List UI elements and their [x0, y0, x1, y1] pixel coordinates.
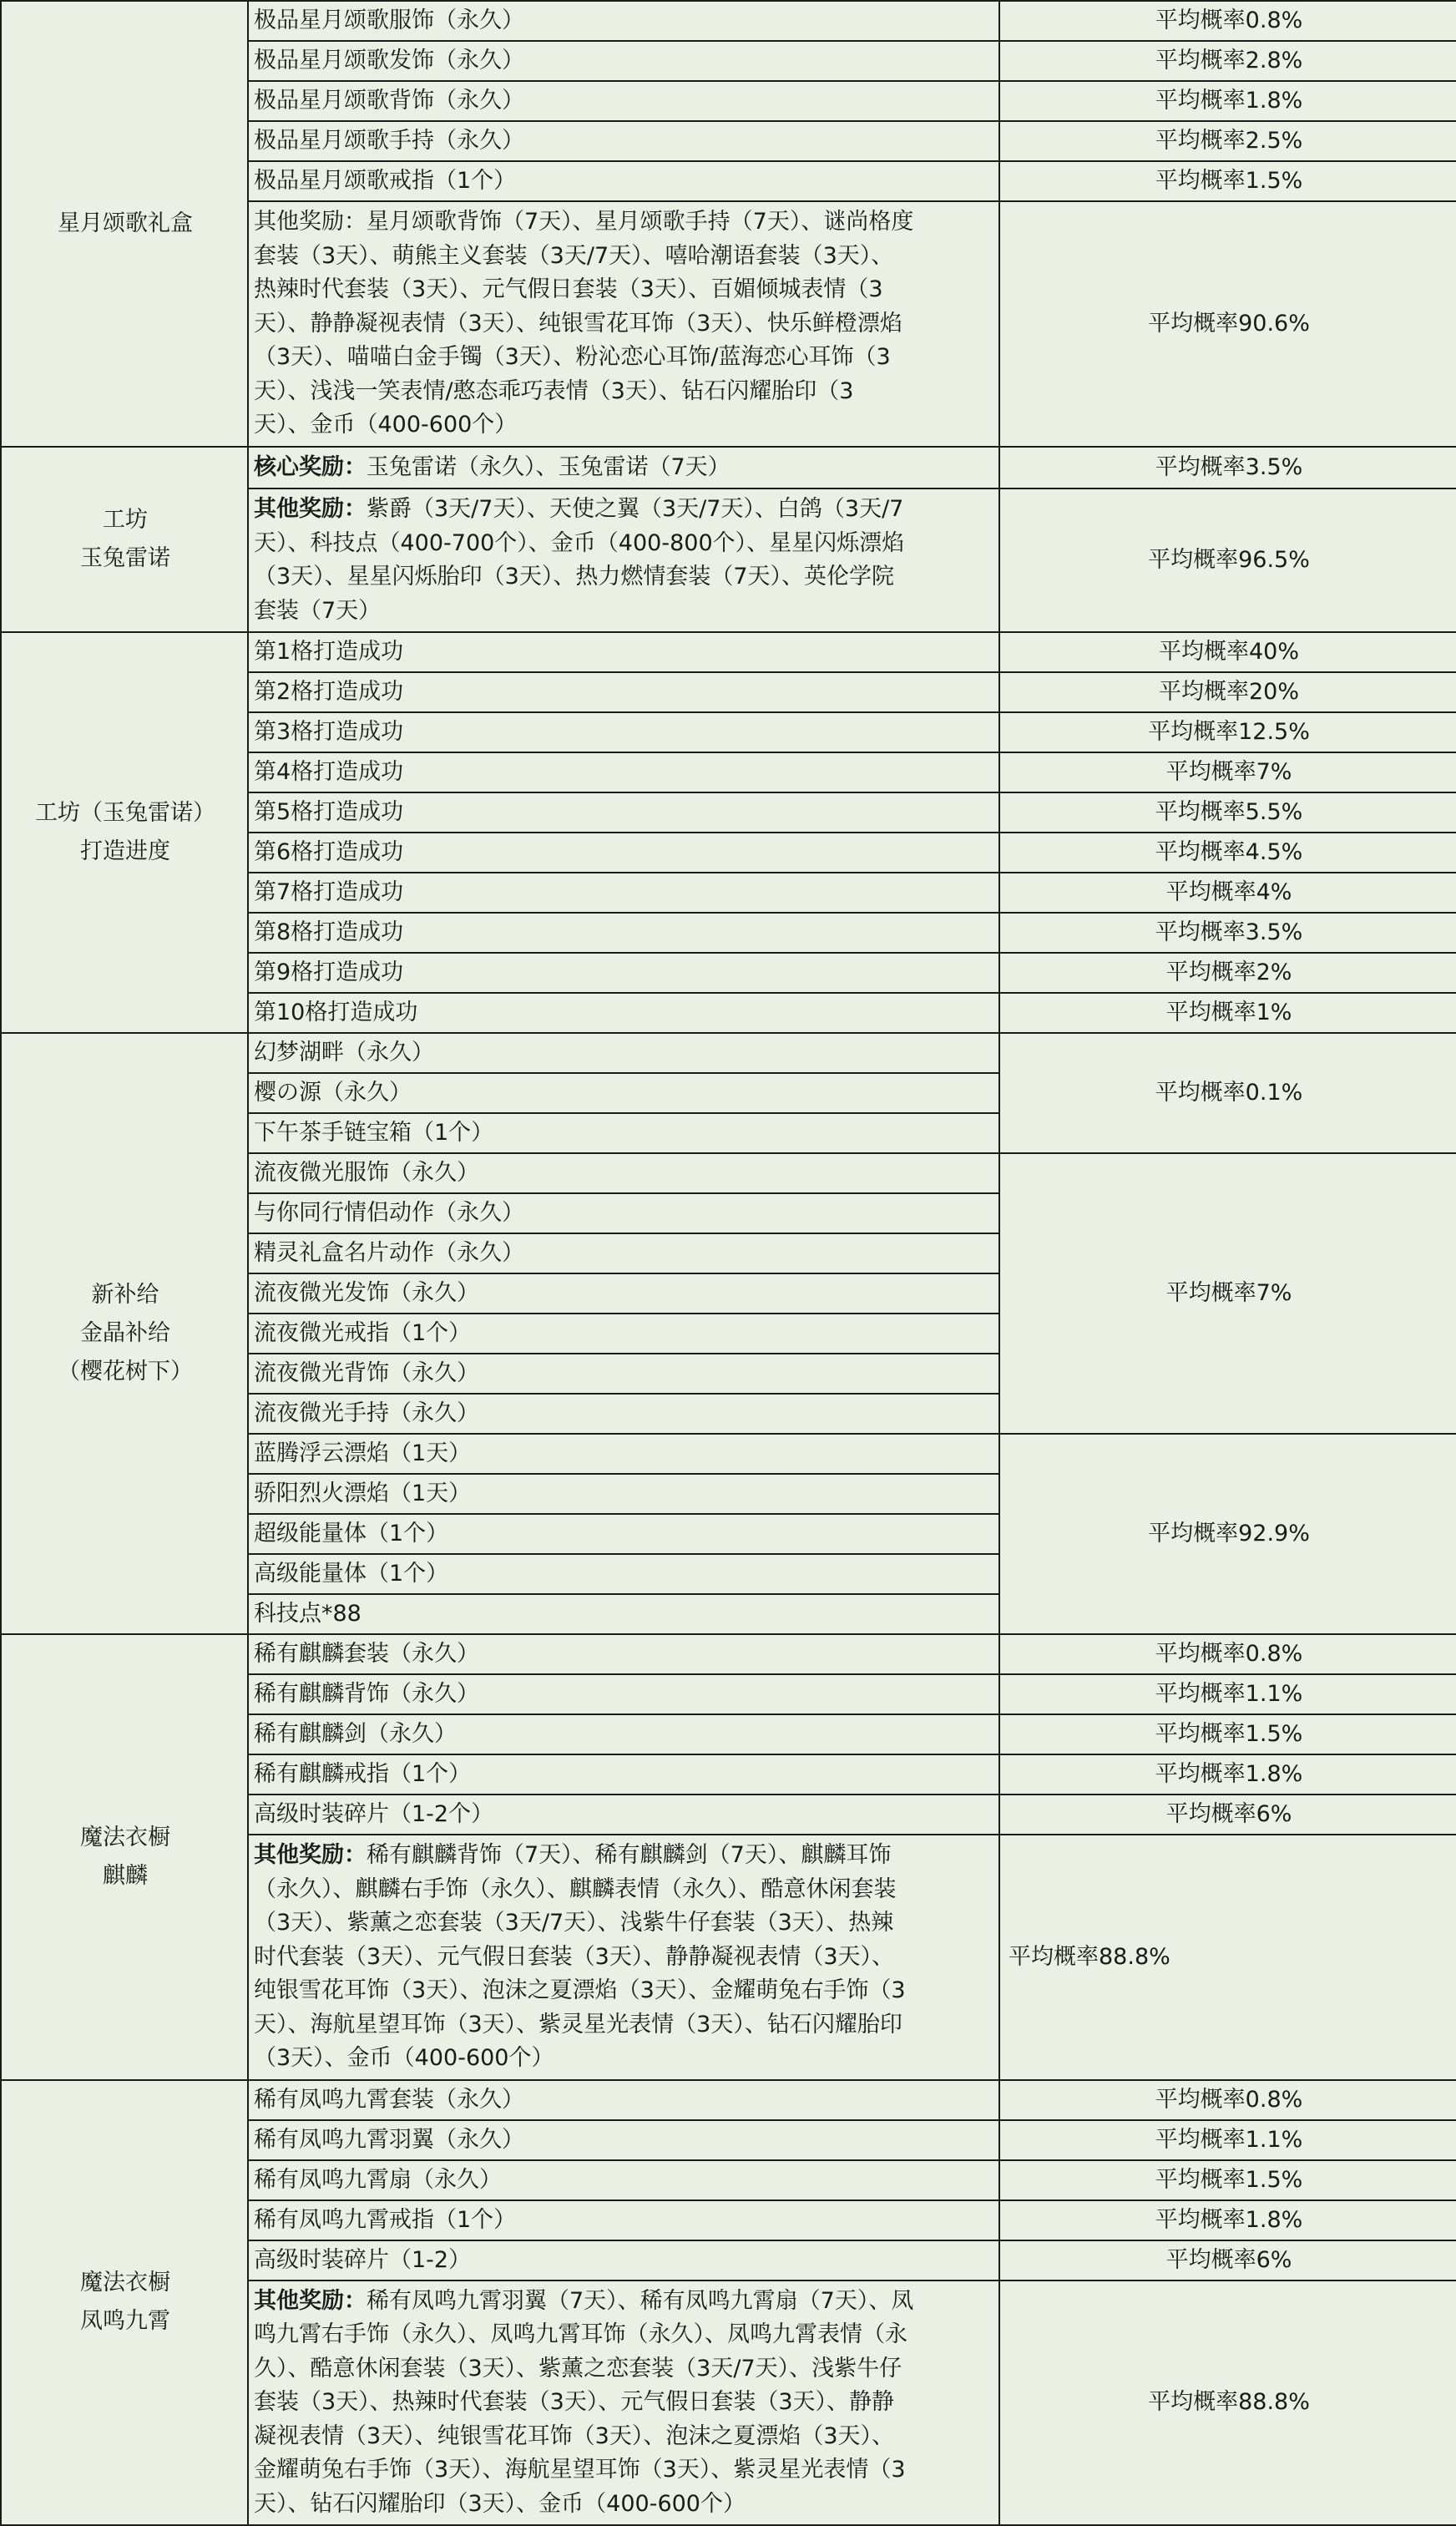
reward-item	[248, 993, 999, 1033]
reward-item-line: 稀有麒麟背饰（7天）、稀有麒麟剑（7天）、麒麟耳饰	[367, 1842, 892, 1868]
reward-item-text: 第3格打造成功	[254, 719, 404, 745]
probability-cell	[999, 873, 1456, 913]
probability-value: 平均概率0.8%	[1155, 2086, 1303, 2113]
reward-item	[248, 1835, 999, 2080]
probability-value: 平均概率1.8%	[1155, 2206, 1303, 2233]
probability-value: 平均概率7%	[1165, 1280, 1292, 1306]
probability-value: 平均概率7%	[1165, 759, 1292, 785]
probability-cell	[999, 2240, 1456, 2280]
reward-item-text: 精灵礼盒名片动作（永久）	[254, 1240, 524, 1266]
reward-item-text: 稀有凤鸣九霄套装（永久）	[254, 2086, 524, 2113]
reward-item	[248, 1594, 999, 1634]
reward-item	[248, 632, 999, 672]
group-label-line: （樱花树下）	[58, 1359, 193, 1384]
probability-value: 平均概率1.8%	[1155, 1761, 1303, 1787]
group-label	[1, 1634, 248, 2080]
reward-item	[248, 1634, 999, 1674]
reward-item-text: 超级能量体（1个）	[254, 1521, 449, 1546]
probability-cell	[999, 447, 1456, 489]
reward-item-text: 与你同行情侣动作（永久）	[254, 1200, 524, 1226]
reward-item-line: （3天）、紫薰之恋套装（3天/7天）、浅紫牛仔套装（3天）、热辣	[254, 1910, 894, 1936]
probability-value: 平均概率3.5%	[1155, 919, 1303, 945]
reward-item-line: 天）、金币（400-600个）	[254, 412, 518, 438]
probability-value: 平均概率2%	[1165, 959, 1292, 985]
reward-item-line: 天）、浅浅一笑表情/憨态乖巧表情（3天）、钻石闪耀胎印（3	[254, 377, 854, 404]
reward-item	[248, 1314, 999, 1354]
reward-item	[248, 81, 999, 121]
probability-value: 平均概率40%	[1158, 639, 1299, 665]
reward-item	[248, 2200, 999, 2240]
reward-item-line: 稀有凤鸣九霄羽翼（7天）、稀有凤鸣九霄扇（7天）、凤	[367, 2287, 914, 2314]
reward-item-text: 下午茶手链宝箱（1个）	[254, 1120, 494, 1146]
reward-category-label: 其他奖励：	[254, 2287, 367, 2314]
reward-item	[248, 1233, 999, 1273]
reward-item-text: 高级时装碎片（1-2个）	[254, 1801, 494, 1827]
reward-item	[248, 1193, 999, 1233]
reward-item-text: 第7格打造成功	[254, 879, 404, 905]
group-label-line: 工坊（玉兔雷诺）	[35, 800, 215, 826]
reward-item-text: 流夜微光背饰（永久）	[254, 1360, 479, 1386]
probability-value: 平均概率1.5%	[1155, 1721, 1303, 1747]
reward-category-label: 其他奖励：	[254, 496, 367, 522]
reward-category-label: 其他奖励：	[254, 1842, 367, 1868]
probability-value: 平均概率1.8%	[1155, 88, 1303, 114]
reward-item	[248, 672, 999, 712]
reward-item	[248, 752, 999, 792]
reward-item	[248, 1, 999, 41]
reward-item-text: 流夜微光手持（永久）	[254, 1400, 479, 1426]
reward-item	[248, 201, 999, 447]
table-row	[1, 2080, 1456, 2120]
reward-item-text: 高级能量体（1个）	[254, 1561, 449, 1587]
reward-item	[248, 1554, 999, 1594]
probability-value: 平均概率3.5%	[1155, 453, 1303, 480]
reward-item-line: （3天）、金币（400-600个）	[254, 2045, 554, 2071]
probability-cell	[999, 2080, 1456, 2120]
reward-item-line: 天）、海航星望耳饰（3天）、紫灵星光表情（3天）、钻石闪耀胎印	[254, 2011, 902, 2038]
probability-cell	[999, 1033, 1456, 1153]
probability-value: 平均概率20%	[1158, 679, 1299, 705]
reward-item-text: 稀有麒麟剑（永久）	[254, 1721, 457, 1747]
reward-item-text: 流夜微光服饰（永久）	[254, 1160, 479, 1186]
probability-value: 平均概率1.5%	[1155, 2166, 1303, 2193]
reward-item-line: （3天）、星星闪烁胎印（3天）、热力燃情套装（7天）、英伦学院	[254, 564, 895, 590]
probability-cell	[999, 2160, 1456, 2200]
reward-item-text: 稀有凤鸣九霄扇（永久）	[254, 2166, 502, 2193]
probability-value: 平均概率4%	[1165, 879, 1292, 905]
table-row	[1, 1, 1456, 41]
probability-cell	[999, 81, 1456, 121]
reward-item	[248, 1514, 999, 1554]
probability-cell	[999, 913, 1456, 953]
group-label-line: 工坊	[103, 506, 148, 533]
reward-category-label: 核心奖励：	[254, 453, 367, 480]
probability-value: 平均概率6%	[1165, 1801, 1292, 1827]
reward-item-text: 极品星月颂歌发饰（永久）	[254, 48, 524, 73]
reward-item-line: 套装（3天）、热辣时代套装（3天）、元气假日套装（3天）、静静	[254, 2389, 895, 2415]
probability-cell	[999, 1153, 1456, 1434]
reward-item	[248, 2120, 999, 2160]
probability-cell	[999, 1754, 1456, 1795]
reward-item-line: 玉兔雷诺（永久）、玉兔雷诺（7天）	[367, 453, 731, 480]
group-label	[1, 2080, 248, 2526]
probability-cell	[999, 833, 1456, 873]
reward-item-text: 第2格打造成功	[254, 679, 404, 705]
reward-item	[248, 1354, 999, 1394]
reward-item	[248, 161, 999, 201]
reward-item	[248, 2240, 999, 2280]
reward-item-text: 稀有麒麟背饰（永久）	[254, 1681, 479, 1707]
table-row	[1, 447, 1456, 489]
probability-value: 平均概率2.5%	[1155, 128, 1303, 154]
reward-item	[248, 1795, 999, 1835]
reward-item	[248, 913, 999, 953]
group-label-line: 凤鸣九霄	[80, 2308, 170, 2335]
reward-item	[248, 712, 999, 752]
probability-cell	[999, 993, 1456, 1033]
reward-item-line: 天）、科技点（400-700个）、金币（400-800个）、星星闪烁漂焰	[254, 529, 905, 556]
probability-cell	[999, 712, 1456, 752]
reward-item-text: 极品星月颂歌服饰（永久）	[254, 8, 524, 33]
reward-item-text: 稀有麒麟套装（永久）	[254, 1641, 479, 1667]
reward-item	[248, 1113, 999, 1153]
probability-cell	[999, 1674, 1456, 1714]
probability-value: 平均概率96.5%	[1148, 547, 1310, 573]
reward-item-text: 科技点*88	[254, 1601, 361, 1627]
reward-item-line: 天）、静静凝视表情（3天）、纯银雪花耳饰（3天）、快乐鲜橙漂焰	[254, 310, 902, 337]
reward-item	[248, 792, 999, 833]
group-label	[1, 632, 248, 1033]
reward-item-text: 蓝腾浮云漂焰（1天）	[254, 1440, 472, 1466]
reward-item	[248, 873, 999, 913]
reward-item	[248, 1394, 999, 1434]
reward-item	[248, 121, 999, 161]
table-row	[1, 1634, 1456, 1674]
reward-item-line: 热辣时代套装（3天）、元气假日套装（3天）、百媚倾城表情（3	[254, 276, 883, 302]
reward-item-text: 流夜微光发饰（永久）	[254, 1280, 479, 1306]
reward-item-text: 第8格打造成功	[254, 919, 404, 945]
reward-item	[248, 1754, 999, 1795]
probability-cell	[999, 488, 1456, 632]
probability-value: 平均概率0.8%	[1155, 1641, 1303, 1667]
reward-item-text: 第6格打造成功	[254, 839, 404, 865]
reward-item-line: 久）、酷意休闲套装（3天）、紫薰之恋套装（3天/7天）、浅紫牛仔	[254, 2355, 902, 2382]
probability-cell	[999, 1714, 1456, 1754]
reward-item-text: 骄阳烈火漂焰（1天）	[254, 1481, 472, 1506]
group-label-line: 金晶补给	[80, 1320, 170, 1346]
reward-item-line: 纯银雪花耳饰（3天）、泡沫之夏漂焰（3天）、金耀萌兔右手饰（3	[254, 1977, 906, 2003]
probability-value: 平均概率5.5%	[1155, 799, 1303, 825]
reward-item	[248, 2280, 999, 2526]
group-label-line: 新补给	[91, 1282, 159, 1308]
group-label-line: 玉兔雷诺	[80, 544, 170, 571]
probability-cell	[999, 1434, 1456, 1634]
probability-cell	[999, 1634, 1456, 1674]
reward-item-line: 鸣九霄右手饰（永久）、凤鸣九霄耳饰（永久）、凤鸣九霄表情（永	[254, 2321, 907, 2347]
reward-item-text: 第4格打造成功	[254, 759, 404, 785]
reward-item	[248, 1434, 999, 1474]
group-label	[1, 1033, 248, 1634]
probability-cell	[999, 2200, 1456, 2240]
group-label-line: 魔法衣橱	[80, 1824, 170, 1850]
probability-value: 平均概率0.1%	[1155, 1080, 1303, 1106]
probability-value: 平均概率88.8%	[1148, 2389, 1310, 2416]
probability-cell	[999, 2120, 1456, 2160]
reward-item	[248, 1714, 999, 1754]
probability-value: 平均概率2.8%	[1155, 48, 1303, 73]
group-label	[1, 1, 248, 447]
reward-item-line: 时代套装（3天）、元气假日套装（3天）、静静凝视表情（3天）、	[254, 1943, 895, 1970]
reward-item	[248, 447, 999, 489]
reward-item-text: 第5格打造成功	[254, 799, 404, 825]
probability-value: 平均概率88.8%	[1009, 1943, 1170, 1970]
probability-cell	[999, 953, 1456, 993]
reward-item-text: 第1格打造成功	[254, 639, 404, 665]
probability-cell	[999, 41, 1456, 81]
probability-value: 平均概率92.9%	[1148, 1521, 1310, 1546]
group-label-line: 打造进度	[80, 838, 170, 864]
probability-cell	[999, 752, 1456, 792]
reward-item-text: 流夜微光戒指（1个）	[254, 1320, 472, 1346]
probability-value: 平均概率12.5%	[1148, 719, 1310, 745]
probability-value: 平均概率6%	[1165, 2246, 1292, 2273]
probability-value: 平均概率0.8%	[1155, 8, 1303, 33]
probability-value: 平均概率90.6%	[1148, 310, 1310, 337]
reward-item	[248, 833, 999, 873]
probability-cell	[999, 1835, 1456, 2080]
reward-item	[248, 488, 999, 632]
probability-cell	[999, 1, 1456, 41]
probability-cell	[999, 792, 1456, 833]
reward-item-text: 第10格打造成功	[254, 1000, 418, 1025]
reward-item-line: 金耀萌兔右手饰（3天）、海航星望耳饰（3天）、紫灵星光表情（3	[254, 2457, 906, 2483]
table-row	[1, 1033, 1456, 1073]
reward-item-text: 极品星月颂歌戒指（1个）	[254, 168, 517, 194]
probability-cell	[999, 161, 1456, 201]
reward-item-line: 套装（7天）	[254, 597, 382, 624]
reward-item	[248, 1273, 999, 1314]
group-label-line: 魔法衣橱	[80, 2270, 170, 2296]
reward-item	[248, 1674, 999, 1714]
reward-item	[248, 953, 999, 993]
reward-item-text: 稀有凤鸣九霄戒指（1个）	[254, 2206, 517, 2233]
reward-item	[248, 1033, 999, 1073]
reward-item	[248, 1474, 999, 1514]
probability-value: 平均概率1%	[1165, 1000, 1292, 1025]
reward-item-line: 凝视表情（3天）、纯银雪花耳饰（3天）、泡沫之夏漂焰（3天）、	[254, 2422, 895, 2449]
reward-item-line: 套装（3天）、萌熊主义套装（3天/7天）、嘻哈潮语套装（3天）、	[254, 242, 894, 269]
probability-value: 平均概率1.1%	[1155, 2126, 1303, 2153]
reward-item	[248, 41, 999, 81]
reward-item-line: （永久）、麒麟右手饰（永久）、麒麟表情（永久）、酷意休闲套装	[254, 1876, 897, 1902]
probability-cell	[999, 1795, 1456, 1835]
probability-value: 平均概率1.1%	[1155, 1681, 1303, 1707]
reward-item-line: 天）、钻石闪耀胎印（3天）、金币（400-600个）	[254, 2490, 746, 2517]
probability-value: 平均概率4.5%	[1155, 839, 1303, 865]
probability-cell	[999, 121, 1456, 161]
group-label-line: 星月颂歌礼盒	[58, 210, 193, 236]
reward-item-text: 稀有凤鸣九霄羽翼（永久）	[254, 2126, 524, 2153]
reward-item	[248, 1153, 999, 1193]
probability-table-body	[1, 1, 1456, 2525]
group-label-line: 麒麟	[103, 1862, 148, 1889]
probability-cell	[999, 632, 1456, 672]
reward-item-text: 极品星月颂歌手持（永久）	[254, 128, 524, 154]
reward-item	[248, 2080, 999, 2120]
reward-item-text: 高级时装碎片（1-2）	[254, 2246, 472, 2273]
reward-item-line: 其他奖励：星月颂歌背饰（7天）、星月颂歌手持（7天）、谜尚格度	[254, 209, 914, 235]
reward-item-text: 幻梦湖畔（永久）	[254, 1040, 434, 1066]
probability-cell	[999, 201, 1456, 447]
group-label	[1, 447, 248, 633]
reward-item	[248, 1073, 999, 1113]
reward-item-line: 紫爵（3天/7天）、天使之翼（3天/7天）、白鸽（3天/7	[367, 496, 904, 522]
probability-cell	[999, 672, 1456, 712]
probability-value: 平均概率1.5%	[1155, 168, 1303, 194]
reward-item-text: 稀有麒麟戒指（1个）	[254, 1761, 472, 1787]
probability-cell	[999, 2280, 1456, 2526]
reward-item-text: 极品星月颂歌背饰（永久）	[254, 88, 524, 114]
reward-item-line: （3天）、喵喵白金手镯（3天）、粉沁恋心耳饰/蓝海恋心耳饰（3	[254, 344, 891, 370]
reward-item-text: 樱の源（永久）	[254, 1080, 412, 1106]
table-row	[1, 632, 1456, 672]
reward-item-text: 第9格打造成功	[254, 959, 404, 985]
reward-item	[248, 2160, 999, 2200]
